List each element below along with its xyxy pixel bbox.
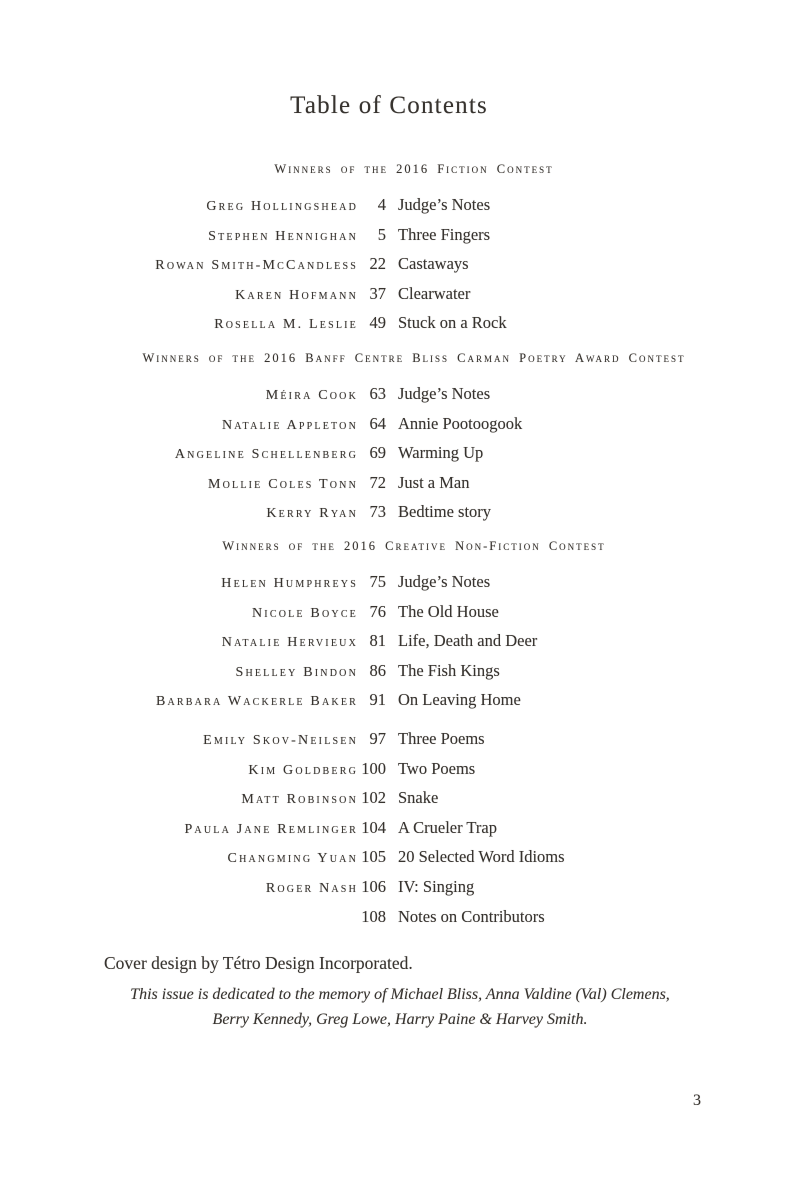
- entry-title: Bedtime story: [398, 502, 492, 522]
- toc-entry: [0, 872, 800, 902]
- entry-title: Judge’s Notes: [398, 572, 491, 591]
- author-name: Greg Hollingshead: [206, 199, 358, 214]
- toc-entry: [0, 190, 800, 220]
- entry-page-number: 102: [361, 788, 386, 808]
- toc-entry: [0, 783, 800, 813]
- toc-section-4: [0, 724, 800, 931]
- entry-page-number: 105: [361, 847, 386, 867]
- author-name: Kim Goldberg: [248, 762, 358, 778]
- page-title: Table of Contents: [290, 92, 488, 119]
- toc-entry: [0, 249, 800, 279]
- entry-title: On Leaving Home: [398, 690, 521, 710]
- author-name: Shelley Bindon: [235, 664, 358, 680]
- author-name: Nicole Boyce: [251, 605, 358, 621]
- author-name: Natalie Hervieux: [221, 635, 358, 651]
- entry-page-number: 91: [369, 690, 386, 710]
- toc-entry: [0, 438, 800, 468]
- author-name: Rowan Smith-McCandless: [155, 258, 358, 274]
- toc-entry: [0, 902, 800, 932]
- author-name: Angeline Schellenberg: [174, 447, 358, 463]
- entry-title: The Fish Kings: [398, 660, 500, 680]
- entry-title: Life, Death and Deer: [398, 631, 538, 651]
- contest-section-heading: Winners of the 2016 Creative Non-Fiction Contest: [222, 539, 606, 553]
- entry-page-number: 49: [369, 313, 386, 333]
- toc-entry: [0, 468, 800, 498]
- entry-page-number: 63: [369, 384, 386, 403]
- toc-entry: [0, 220, 800, 250]
- entry-page-number: 64: [369, 413, 386, 433]
- contest-section-heading: Winners of the 2016 Banff Centre Bliss Carman Poetry Award Contest: [142, 351, 686, 365]
- author-name: Rosella M. Leslie: [214, 317, 358, 333]
- entry-title: Warming Up: [398, 443, 484, 463]
- entry-page-number: 73: [369, 502, 386, 522]
- author-name: Karen Hofmann: [235, 287, 358, 303]
- toc-section-1: [0, 190, 800, 338]
- toc-entry: [0, 567, 800, 597]
- entry-title: Clearwater: [398, 283, 471, 303]
- entry-page-number: 72: [369, 472, 386, 492]
- entry-page-number: 4: [377, 195, 386, 214]
- entry-page-number: 100: [361, 758, 386, 778]
- entry-page-number: 81: [369, 631, 386, 651]
- page-number-folio: 3: [693, 1092, 701, 1109]
- toc-entry: [0, 497, 800, 527]
- author-name: Emily Skov-Neilsen: [203, 733, 358, 748]
- entry-title: A Crueler Trap: [398, 817, 497, 837]
- author-name: Matt Robinson: [241, 792, 358, 808]
- entry-title: Annie Pootoogook: [398, 413, 523, 433]
- toc-entry: [0, 626, 800, 656]
- toc-entry: [0, 656, 800, 686]
- toc-entry: [0, 813, 800, 843]
- entry-page-number: 75: [369, 572, 386, 591]
- toc-entry: [0, 597, 800, 627]
- toc-entry: [0, 685, 800, 715]
- toc-entry: [0, 279, 800, 309]
- cover-design-credit: Cover design by Tétro Design Incorporated.: [104, 953, 413, 973]
- entry-title: Stuck on a Rock: [398, 313, 507, 333]
- entry-title: Three Fingers: [398, 224, 491, 244]
- toc-entry: [0, 842, 800, 872]
- entry-title: Snake: [398, 788, 439, 808]
- entry-title: Judge’s Notes: [398, 195, 491, 214]
- entry-title: The Old House: [398, 601, 499, 621]
- entry-page-number: 108: [361, 906, 386, 926]
- author-name: Kerry Ryan: [266, 506, 358, 522]
- entry-page-number: 104: [361, 817, 386, 837]
- author-name: Paula Jane Remlinger: [184, 821, 358, 837]
- entry-page-number: 106: [361, 876, 386, 896]
- author-name: Helen Humphreys: [221, 576, 358, 591]
- entry-page-number: 5: [377, 224, 386, 244]
- author-name: Natalie Appleton: [221, 417, 358, 433]
- entry-title: Two Poems: [398, 758, 476, 778]
- toc-entry: [0, 754, 800, 784]
- toc-entry: [0, 409, 800, 439]
- entry-page-number: 37: [369, 283, 386, 303]
- author-name: Barbara Wackerle Baker: [155, 694, 358, 710]
- toc-entry: [0, 379, 800, 409]
- author-name: Méira Cook: [265, 388, 358, 403]
- dedication-line-2: Berry Kennedy, Greg Lowe, Harry Paine & Harvey Smith.: [212, 1011, 588, 1028]
- entry-page-number: 69: [369, 443, 386, 463]
- entry-title: Castaways: [398, 254, 469, 274]
- entry-title: Notes on Contributors: [398, 906, 545, 926]
- entry-title: 20 Selected Word Idioms: [398, 847, 565, 867]
- entry-page-number: 97: [369, 729, 386, 748]
- author-name: Stephen Hennighan: [208, 228, 358, 244]
- author-name: Mollie Coles Tonn: [207, 476, 358, 492]
- contest-section-heading: Winners of the 2016 Fiction Contest: [274, 162, 554, 176]
- entry-title: Just a Man: [398, 472, 470, 492]
- toc-entry: [0, 308, 800, 338]
- toc-section-3: [0, 567, 800, 715]
- dedication: [0, 982, 800, 1032]
- entry-title: Three Poems: [398, 729, 485, 748]
- entry-title: Judge’s Notes: [398, 384, 491, 403]
- toc-entry: [0, 724, 800, 754]
- entry-title: IV: Singing: [398, 876, 475, 896]
- entry-page-number: 76: [369, 601, 386, 621]
- entry-page-number: 22: [369, 254, 386, 274]
- author-name: Changming Yuan: [227, 851, 358, 867]
- toc-section-2: [0, 379, 800, 527]
- dedication-line-1: This issue is dedicated to the memory of Michael Bliss, Anna Valdine (Val) Clemens,: [130, 986, 670, 1003]
- entry-page-number: 86: [369, 660, 386, 680]
- author-name: Roger Nash: [265, 880, 358, 896]
